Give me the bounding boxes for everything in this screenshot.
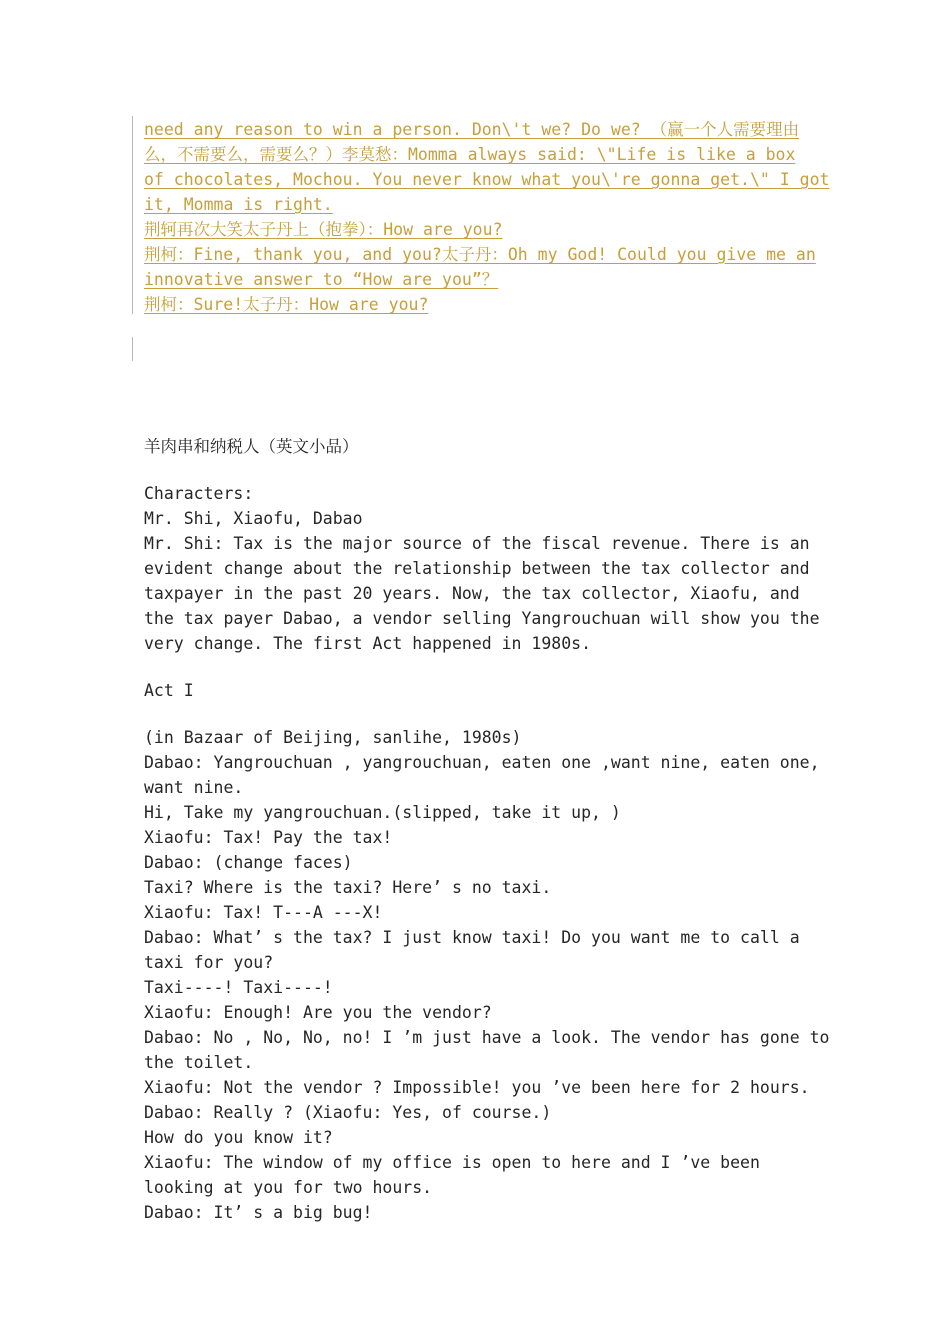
script-line: How do you know it?: [144, 1128, 333, 1147]
quote-line: [144, 217, 824, 242]
quote-line: [144, 192, 824, 217]
script-line: Dabao: No , No, No, no! I ’m just have a look. The vendor has gone to: [144, 1028, 830, 1047]
quote-line: [144, 292, 824, 317]
script-line: Taxi? Where is the taxi? Here’ s no taxi.: [144, 878, 552, 897]
script-line: want nine.: [144, 778, 244, 797]
intro-line: taxpayer in the past 20 years. Now, the tax collector, Xiaofu, and: [144, 584, 800, 603]
script-line: Dabao: Yangrouchuan , yangrouchuan, eaten one ,want nine, eaten one,: [144, 753, 820, 772]
intro-line: Mr. Shi: Tax is the major source of the fiscal revenue. There is an: [144, 534, 810, 553]
quote-line: [144, 117, 824, 142]
script-line: Dabao: It’ s a big bug!: [144, 1203, 373, 1222]
quote-line: [144, 142, 824, 167]
quote-link[interactable]: 荆柯：Fine, thank you, and you?太子丹：Oh my God! Could you give me an: [144, 245, 816, 264]
script-line: Xiaofu: Tax! T---A ---X!: [144, 903, 383, 922]
quote-link[interactable]: 荆柯：Sure!太子丹：How are you?: [144, 295, 429, 314]
script-line: looking at you for two hours.: [144, 1178, 433, 1197]
intro-line: Characters:: [144, 484, 254, 503]
linked-quote[interactable]: [144, 117, 830, 317]
script-line: Xiaofu: Not the vendor ? Impossible! you ’ve been here for 2 hours.: [144, 1078, 810, 1097]
script-line: taxi for you?: [144, 953, 274, 972]
document-body: [144, 434, 830, 1225]
quote-link[interactable]: of chocolates, Mochou. You never know what you\'re gonna get.\" I got: [144, 170, 830, 189]
intro-line: very change. The first Act happened in 1980s.: [144, 634, 592, 653]
script-line: Hi, Take my yangrouchuan.(slipped, take it up, ): [144, 803, 621, 822]
script-line: Dabao: What’ s the tax? I just know taxi! Do you want me to call a: [144, 928, 800, 947]
document-title: 羊肉串和纳税人（英文小品）: [144, 437, 359, 456]
script-line: Xiaofu: Enough! Are you the vendor?: [144, 1003, 492, 1022]
quote-line: [144, 242, 824, 267]
quote-line: [144, 167, 830, 192]
intro-line: the tax payer Dabao, a vendor selling Yangrouchuan will show you the: [144, 609, 820, 628]
act-heading: Act I: [144, 681, 194, 700]
quote-link[interactable]: 么，不需要么，需要么？）李莫愁：Momma always said: \"Life is like a box: [144, 145, 796, 164]
script-line: Xiaofu: Tax! Pay the tax!: [144, 828, 393, 847]
quote-link[interactable]: it, Momma is right.: [144, 195, 333, 214]
script-line: Xiaofu: The window of my office is open to here and I ’ve been: [144, 1153, 760, 1172]
script-line: Dabao: Really ? (Xiaofu: Yes, of course.): [144, 1103, 552, 1122]
quote-line: [144, 267, 824, 292]
intro-line: Mr. Shi, Xiaofu, Dabao: [144, 509, 363, 528]
intro-line: evident change about the relationship between the tax collector and: [144, 559, 810, 578]
script-line: the toilet.: [144, 1053, 254, 1072]
quote-link[interactable]: need any reason to win a person. Don\'t we? Do we? （赢一个人需要理由: [144, 120, 800, 139]
cursor-bar: [132, 337, 133, 361]
quote-border: [132, 116, 133, 314]
quote-link[interactable]: 荆轲再次大笑太子丹上（抱拳）：How are you?: [144, 220, 503, 239]
script-line: Dabao: (change faces): [144, 853, 353, 872]
quote-link[interactable]: innovative answer to “How are you”？: [144, 270, 499, 289]
script-line: Taxi----! Taxi----!: [144, 978, 333, 997]
script-line: (in Bazaar of Beijing, sanlihe, 1980s): [144, 728, 522, 747]
